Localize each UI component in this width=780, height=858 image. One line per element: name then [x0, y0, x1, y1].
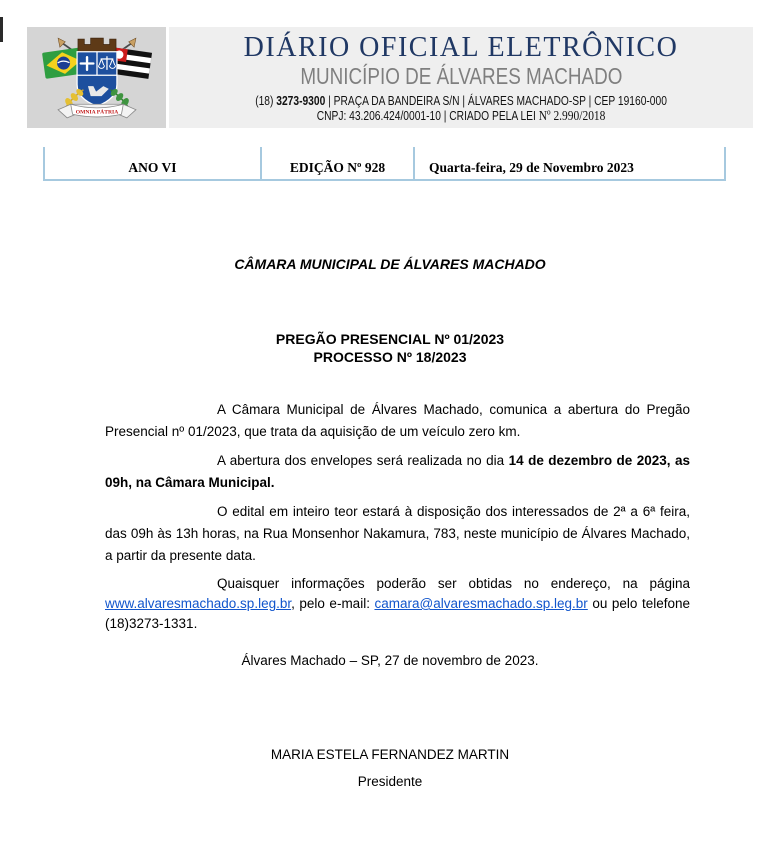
phone-number: 3273-9300 [276, 94, 326, 108]
scan-artifact-mark [0, 17, 3, 42]
paragraph-contact-info [105, 574, 690, 634]
edition-number-cell: EDIÇÃO Nº 928 [260, 147, 413, 179]
document-title-line2: PROCESSO Nº 18/2023 [313, 349, 467, 365]
paragraph-edital: O edital em inteiro teor estará à disposição dos interessados de 2ª a 6ª feira, das 09h às 13h horas, na Rua Monsenhor Nakamura, 783, neste município de Álvares Machado, a partir da presente data. [105, 504, 690, 563]
gazette-subtitle-text: MUNICÍPIO DE ÁLVARES MACHADO [299, 63, 623, 89]
address-text: | PRAÇA DA BANDEIRA S/N | ÁLVARES MACHADO-SP | CEP 19160-000 [325, 94, 667, 108]
mural-crown [77, 38, 115, 52]
cnpj-text: CNPJ: 43.206.424/0001-10 | CRIADO PELA LEI [316, 109, 539, 123]
gazette-title: DIÁRIO OFICIAL ELETRÔNICO [243, 32, 679, 63]
crest-panel [27, 27, 166, 128]
edition-info-bar [43, 147, 726, 181]
contact-line [169, 94, 753, 109]
website-link[interactable]: www.alvaresmachado.sp.leg.br [105, 596, 292, 611]
law-number: Nº 2.990/2018 [538, 109, 606, 124]
coat-of-arms-icon [38, 30, 156, 126]
organization-heading: CÂMARA MUNICIPAL DE ÁLVARES MACHADO [234, 256, 546, 272]
body-text-block [105, 399, 690, 634]
masthead [27, 27, 753, 128]
opening-date-bold: 14 de dezembro de 2023, as 09h, na Câmara Municipal. [105, 453, 690, 490]
crest-motto: OMNIA PÁTRIA [75, 108, 118, 115]
registry-line [169, 109, 753, 124]
signature-block [0, 747, 780, 790]
paragraph-contact-text-1: Quaisquer informações poderão ser obtidas no endereço, na página [217, 576, 690, 591]
email-link[interactable]: camara@alvaresmachado.sp.leg.br [374, 596, 588, 611]
masthead-title-panel [169, 27, 753, 128]
signature-role: Presidente [357, 774, 423, 789]
edition-year-cell: ANO VI [43, 147, 260, 179]
motto-ribbon [58, 104, 136, 118]
document-title [0, 330, 780, 366]
gazette-subtitle [169, 63, 753, 89]
paragraph-contact-text-2: , pelo e-mail: [291, 596, 375, 611]
place-date-line: Álvares Machado – SP, 27 de novembro de 2023. [241, 653, 539, 668]
paragraph-envelopes [105, 450, 690, 494]
signature-name: MARIA ESTELA FERNANDEZ MARTIN [270, 747, 510, 762]
phone-prefix: (18) [255, 94, 277, 108]
paragraph-opening: A Câmara Municipal de Álvares Machado, comunica a abertura do Pregão Presencial nº 01/2023, que trata da aquisição de um veículo zero km. [105, 402, 690, 439]
document-title-line1: PREGÃO PRESENCIAL Nº 01/2023 [275, 331, 505, 347]
paragraph-envelopes-text: A abertura dos envelopes será realizada no dia [217, 453, 509, 468]
edition-date-cell: Quarta-feira, 29 de Novembro 2023 [413, 147, 726, 179]
paragraph-contact-text-3: ou pelo telefone (18)3273-1331. [105, 596, 690, 631]
